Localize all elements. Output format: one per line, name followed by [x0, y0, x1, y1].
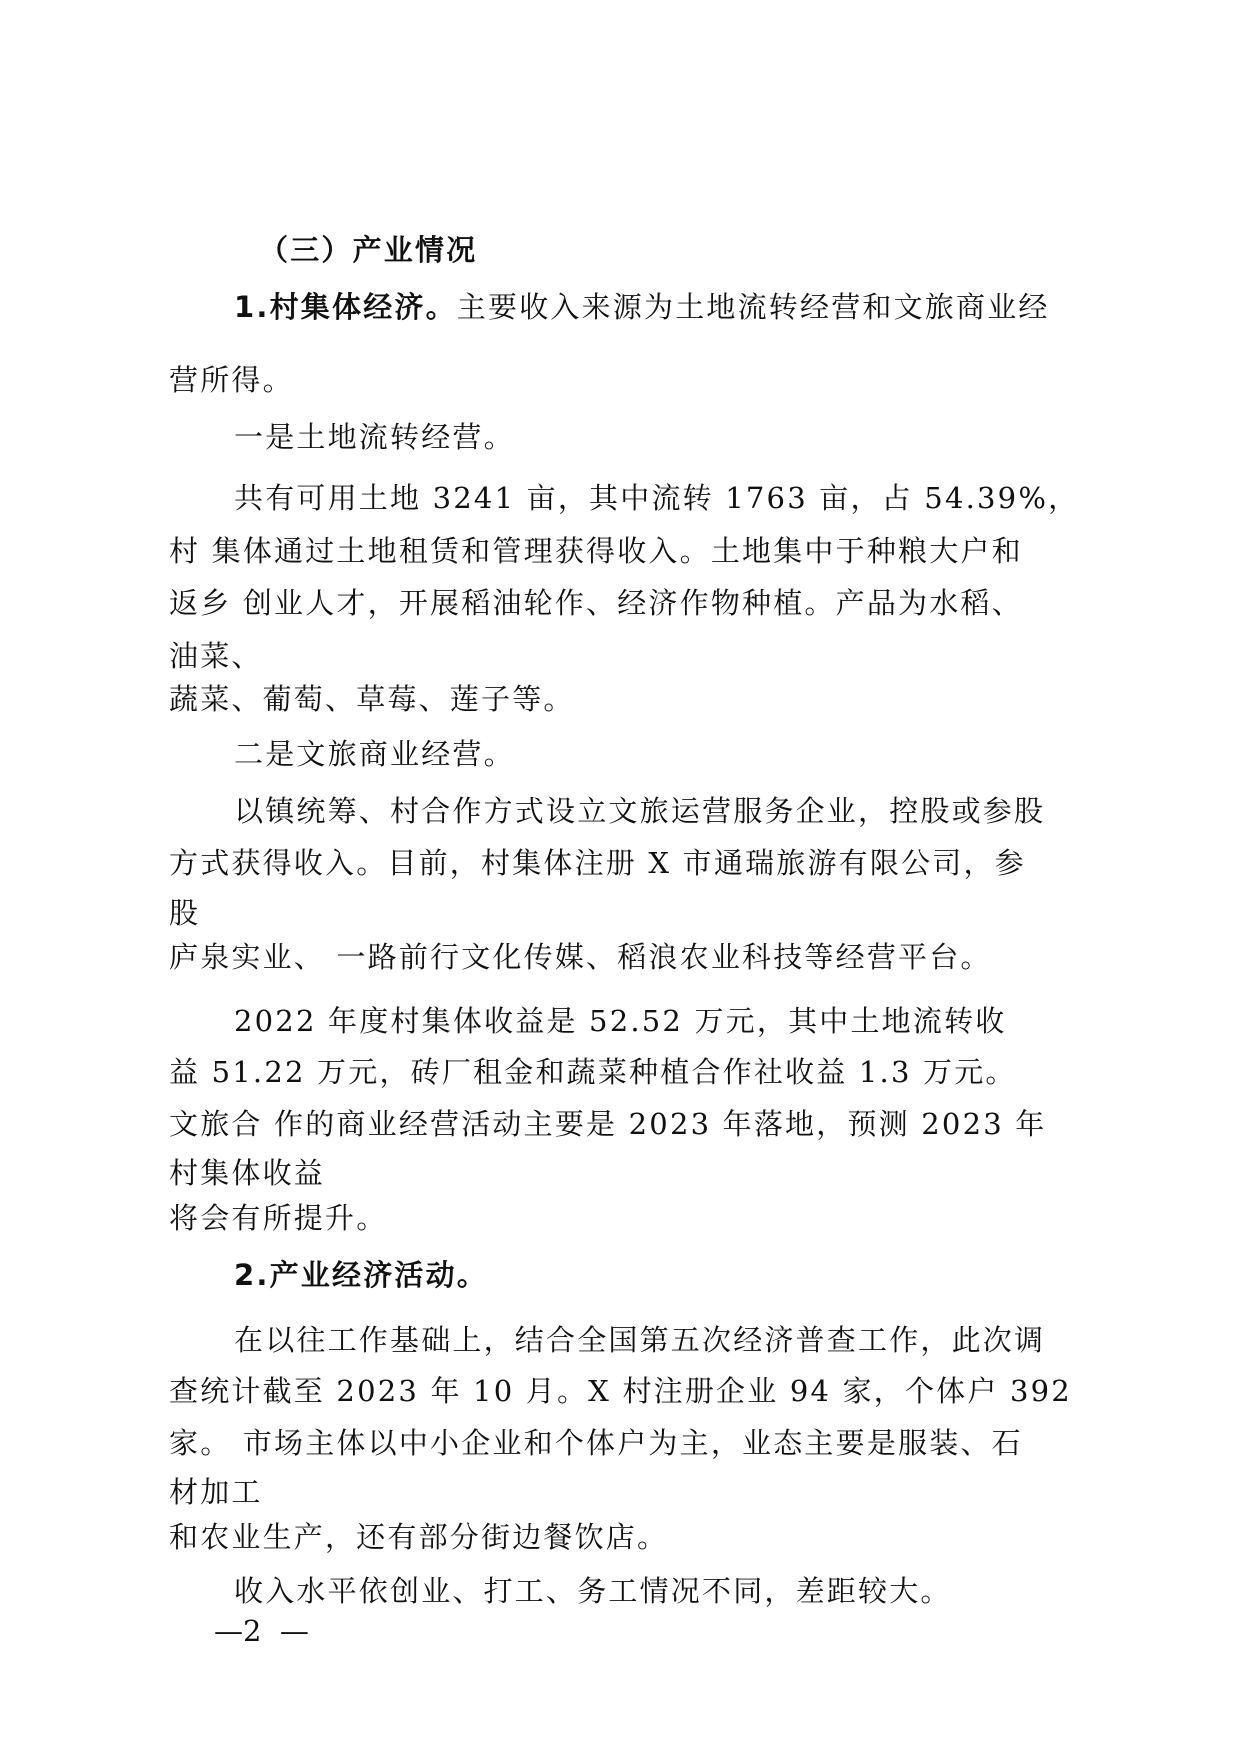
income-line-2: 益 51.22 万元，砖厂租金和蔬菜种植合作社收益 1.3 万元。	[169, 1055, 1017, 1089]
item2-line-4: 庐泉实业、 一路前行文化传媒、稻浪农业科技等经营平台。	[169, 940, 992, 974]
sub1-line-1	[234, 289, 1050, 325]
sub2-line-1: 在以往工作基础上，结合全国第五次经济普查工作，此次调	[234, 1323, 1046, 1357]
sub1-line-1-rest: 主要收入来源为土地流转经营和文旅商业经	[456, 290, 1050, 324]
sub1-lead: 1.村集体经济。	[234, 290, 457, 324]
income-line-5: 将会有所提升。	[169, 1201, 388, 1235]
sub2-line-2: 查统计截至 2023 年 10 月。X 村注册企业 94 家，个体户 392	[169, 1374, 1072, 1408]
item1-line-4: 油菜、	[169, 639, 263, 673]
item2-title: 二是文旅商业经营。	[234, 737, 515, 771]
item1-line-3: 返乡 创业人才，开展稻油轮作、经济作物种植。产品为水稻、	[169, 586, 1023, 620]
item2-line-1: 以镇统筹、村合作方式设立文旅运营服务企业，控股或参股	[234, 794, 1046, 828]
item2-line-2: 方式获得收入。目前，村集体注册 X 市通瑞旅游有限公司，参	[169, 846, 1026, 880]
sub2-line-5: 和农业生产，还有部分街边餐饮店。	[169, 1520, 669, 1554]
sub2-lead: 2.产业经济活动。	[234, 1258, 488, 1292]
income-line-4: 村集体收益	[169, 1156, 326, 1190]
item1-title: 一是土地流转经营。	[234, 420, 515, 454]
sub2-line-3: 家。 市场主体以中小企业和个体户为主，业态主要是服装、石	[169, 1426, 1023, 1460]
income-line-1: 2022 年度村集体收益是 52.52 万元，其中土地流转收	[234, 1004, 1007, 1038]
income-line-3: 文旅合 作的商业经营活动主要是 2023 年落地，预测 2023 年	[169, 1107, 1047, 1141]
item2-line-3: 股	[169, 896, 201, 930]
section-heading: （三）产业情况	[259, 233, 478, 267]
page-number: —2 —	[214, 1614, 309, 1648]
sub1-line-2: 营所得。	[169, 363, 294, 397]
sub2-line-4: 材加工	[169, 1475, 263, 1509]
item1-line-1: 共有可用土地 3241 亩，其中流转 1763 亩，占 54.39%，	[234, 481, 1080, 515]
item1-line-5: 蔬菜、葡萄、草莓、莲子等。	[169, 682, 575, 716]
sub2-line-6: 收入水平依创业、打工、务工情况不同，差距较大。	[234, 1574, 952, 1608]
item1-line-2: 村 集体通过土地租赁和管理获得收入。土地集中于种粮大户和	[169, 534, 1023, 568]
